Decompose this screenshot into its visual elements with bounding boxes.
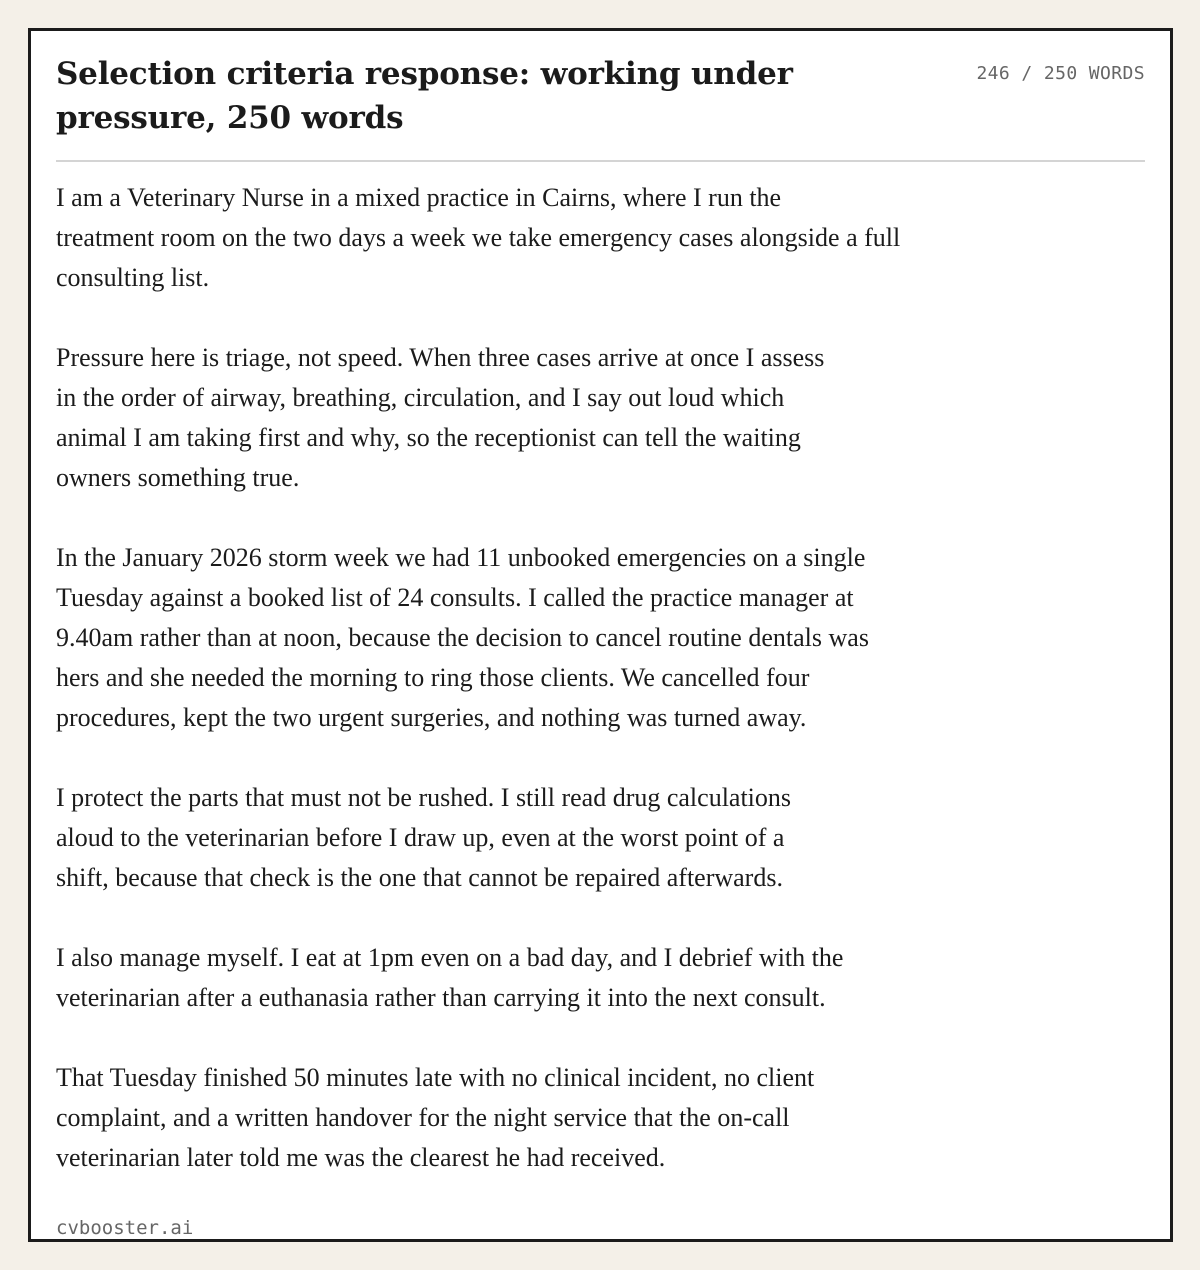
- paragraph-line: animal I am taking first and why, so the receptionist can tell the waiting: [56, 423, 801, 452]
- paragraph-line: treatment room on the two days a week we take emergency cases alongside a full: [56, 223, 901, 252]
- paragraph: [56, 178, 1066, 298]
- paragraph-line: consulting list.: [56, 263, 210, 292]
- paragraph-line: veterinarian after a euthanasia rather than carrying it into the next consult.: [56, 983, 826, 1012]
- title-line: Selection criteria response: working under: [56, 56, 793, 92]
- paragraph-line: I also manage myself. I eat at 1pm even on a bad day, and I debrief with the: [56, 943, 844, 972]
- paragraph-line: shift, because that check is the one that cannot be repaired afterwards.: [56, 863, 783, 892]
- paragraph-line: In the January 2026 storm week we had 11 unbooked emergencies on a single: [56, 543, 866, 572]
- paragraph-line: Tuesday against a booked list of 24 consults. I called the practice manager at: [56, 583, 854, 612]
- brand-footer: cvbooster.ai: [56, 1217, 194, 1239]
- paragraph: [56, 338, 1066, 498]
- header-divider: [56, 160, 1145, 162]
- title-line: pressure, 250 words: [56, 100, 404, 136]
- paragraph-line: owners something true.: [56, 463, 300, 492]
- document-header: [56, 52, 1145, 162]
- word-count-badge: 246 / 250 WORDS: [976, 63, 1145, 84]
- paragraph-line: Pressure here is triage, not speed. When three cases arrive at once I assess: [56, 343, 825, 372]
- document-title: [56, 52, 886, 140]
- paragraph-line: complaint, and a written handover for the night service that the on-call: [56, 1103, 790, 1132]
- paragraph-line: in the order of airway, breathing, circulation, and I say out loud which: [56, 383, 785, 412]
- paragraph-line: hers and she needed the morning to ring those clients. We cancelled four: [56, 663, 810, 692]
- paragraph: [56, 538, 1066, 738]
- response-body: [56, 178, 1066, 1178]
- paragraph-line: I protect the parts that must not be rushed. I still read drug calculations: [56, 783, 792, 812]
- paragraph-line: That Tuesday finished 50 minutes late with no clinical incident, no client: [56, 1063, 815, 1092]
- paragraph-line: I am a Veterinary Nurse in a mixed practice in Cairns, where I run the: [56, 183, 782, 212]
- paragraph-line: aloud to the veterinarian before I draw up, even at the worst point of a: [56, 823, 785, 852]
- paragraph: [56, 1058, 1066, 1178]
- paragraph: [56, 778, 1066, 898]
- document-card: [28, 28, 1173, 1242]
- paragraph-line: 9.40am rather than at noon, because the decision to cancel routine dentals was: [56, 623, 869, 652]
- paragraph-line: veterinarian later told me was the clearest he had received.: [56, 1143, 666, 1172]
- paragraph: [56, 938, 1066, 1018]
- paragraph-line: procedures, kept the two urgent surgeries, and nothing was turned away.: [56, 703, 807, 732]
